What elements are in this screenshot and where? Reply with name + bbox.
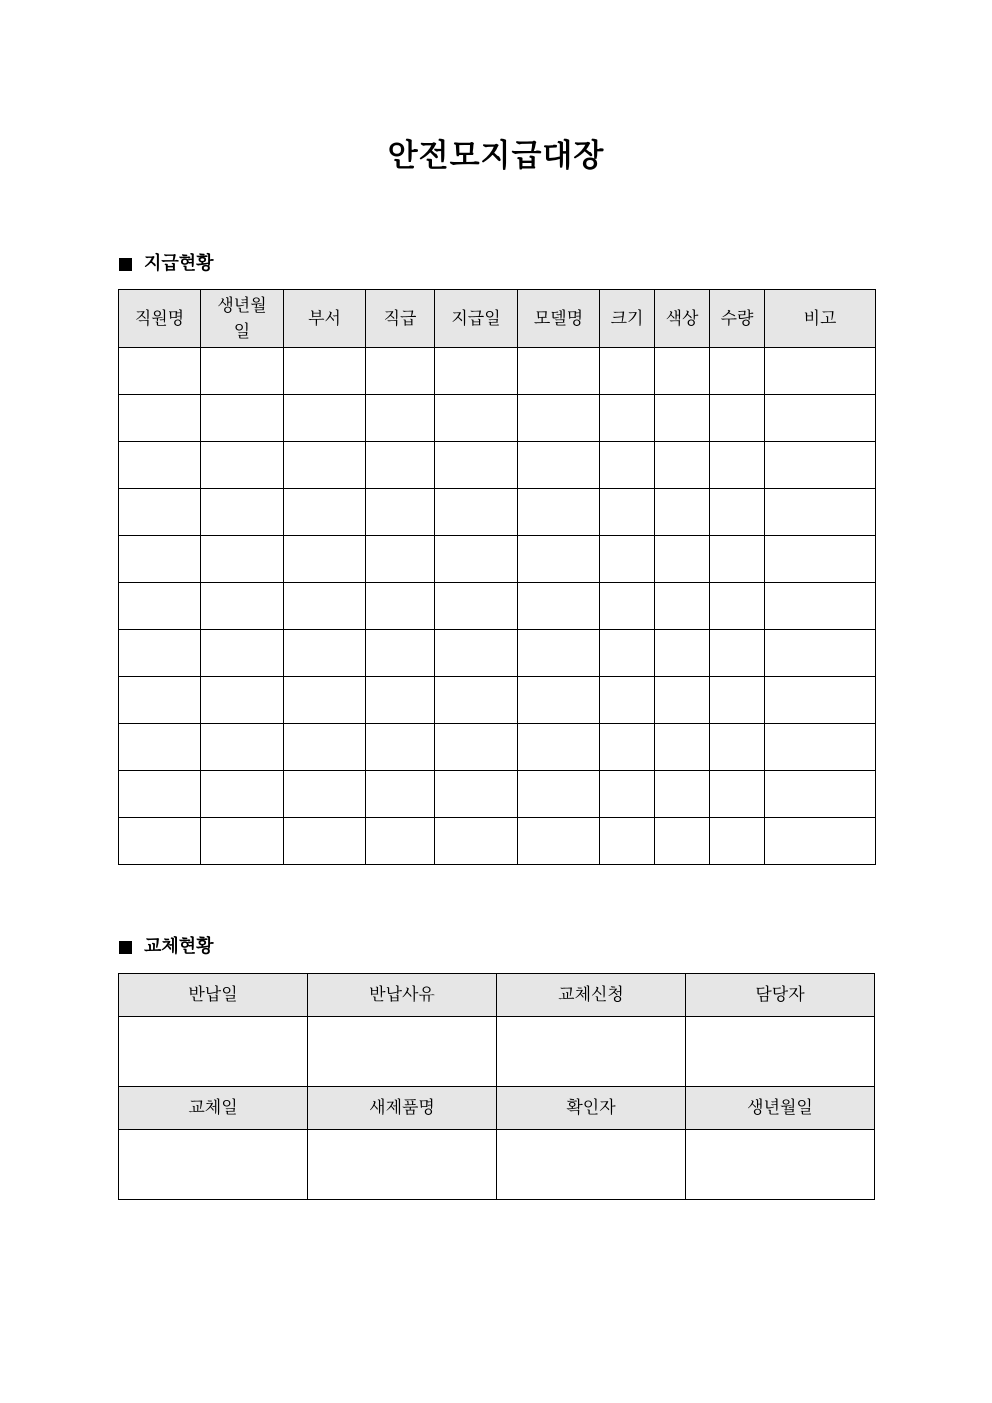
table-cell[interactable]	[518, 348, 600, 395]
table-cell[interactable]	[655, 583, 710, 630]
table-cell[interactable]	[284, 677, 366, 724]
table-row	[119, 395, 876, 442]
table-row	[119, 818, 876, 865]
table-cell[interactable]	[201, 771, 284, 818]
table-cell[interactable]	[201, 724, 284, 771]
entry-cell[interactable]	[686, 1130, 875, 1200]
table-cell[interactable]	[765, 724, 876, 771]
table-cell[interactable]	[710, 395, 765, 442]
table-cell[interactable]	[201, 395, 284, 442]
table-cell[interactable]	[518, 630, 600, 677]
table-cell[interactable]	[119, 677, 201, 724]
table-cell[interactable]	[600, 489, 655, 536]
table-cell[interactable]	[655, 536, 710, 583]
table-cell[interactable]	[518, 489, 600, 536]
table-cell[interactable]	[435, 395, 518, 442]
table-cell[interactable]	[284, 395, 366, 442]
table-cell[interactable]	[518, 677, 600, 724]
table-cell[interactable]	[710, 348, 765, 395]
table-cell[interactable]	[765, 677, 876, 724]
table-cell[interactable]	[600, 724, 655, 771]
entry-cell[interactable]	[686, 1017, 875, 1087]
table-cell[interactable]	[435, 442, 518, 489]
table-cell[interactable]	[119, 771, 201, 818]
square-bullet-icon	[119, 258, 132, 271]
issue-section-title: 지급현황	[144, 253, 214, 274]
table-cell[interactable]	[201, 677, 284, 724]
table-cell[interactable]	[366, 489, 435, 536]
table-cell[interactable]	[655, 818, 710, 865]
table-cell[interactable]	[710, 677, 765, 724]
table-cell[interactable]	[435, 630, 518, 677]
table-cell[interactable]	[710, 442, 765, 489]
table-cell[interactable]	[655, 348, 710, 395]
table-row	[119, 630, 876, 677]
table-cell[interactable]	[201, 348, 284, 395]
replacement-status-table	[118, 973, 875, 1200]
table-cell[interactable]	[655, 724, 710, 771]
table-cell[interactable]	[710, 583, 765, 630]
table-cell[interactable]	[655, 395, 710, 442]
table-row	[119, 583, 876, 630]
table-cell[interactable]	[284, 630, 366, 677]
table-cell[interactable]	[435, 348, 518, 395]
table-cell[interactable]	[435, 818, 518, 865]
table-cell[interactable]	[765, 489, 876, 536]
replace-header-row-2	[119, 1087, 875, 1130]
table-cell[interactable]	[655, 630, 710, 677]
column-header-color: 색상	[655, 290, 710, 348]
table-cell[interactable]	[119, 724, 201, 771]
table-cell[interactable]	[600, 348, 655, 395]
replace-section-title: 교체현황	[144, 936, 214, 957]
table-cell[interactable]	[518, 724, 600, 771]
table-cell[interactable]	[435, 489, 518, 536]
table-cell[interactable]	[119, 442, 201, 489]
table-cell[interactable]	[710, 818, 765, 865]
table-cell[interactable]	[435, 677, 518, 724]
table-cell[interactable]	[366, 395, 435, 442]
table-cell[interactable]	[518, 536, 600, 583]
header-replacement-date: 교체일	[119, 1087, 308, 1130]
table-cell[interactable]	[201, 583, 284, 630]
table-cell[interactable]	[710, 489, 765, 536]
table-cell[interactable]	[655, 489, 710, 536]
square-bullet-icon	[119, 941, 132, 954]
header-confirmer: 확인자	[497, 1087, 686, 1130]
table-cell[interactable]	[366, 583, 435, 630]
table-cell[interactable]	[765, 771, 876, 818]
document-title: 안전모지급대장	[387, 138, 605, 174]
table-cell[interactable]	[600, 677, 655, 724]
entry-cell[interactable]	[497, 1017, 686, 1087]
column-header-remarks: 비고	[765, 290, 876, 348]
header-return-reason: 반납사유	[308, 974, 497, 1017]
table-cell[interactable]	[435, 536, 518, 583]
table-cell[interactable]	[655, 771, 710, 818]
column-header-employee-name: 직원명	[119, 290, 201, 348]
table-cell[interactable]	[655, 442, 710, 489]
table-cell[interactable]	[710, 724, 765, 771]
table-cell[interactable]	[284, 442, 366, 489]
table-cell[interactable]	[518, 771, 600, 818]
table-cell[interactable]	[284, 348, 366, 395]
replace-entry-row-2	[119, 1130, 875, 1200]
table-cell[interactable]	[366, 630, 435, 677]
table-cell[interactable]	[366, 442, 435, 489]
table-cell[interactable]	[366, 536, 435, 583]
table-cell[interactable]	[201, 442, 284, 489]
header-new-product-name: 새제품명	[308, 1087, 497, 1130]
table-cell[interactable]	[600, 583, 655, 630]
table-cell[interactable]	[765, 818, 876, 865]
table-row	[119, 442, 876, 489]
header-replacement-request: 교체신청	[497, 974, 686, 1017]
entry-cell[interactable]	[119, 1130, 308, 1200]
table-cell[interactable]	[765, 583, 876, 630]
column-header-quantity: 수량	[710, 290, 765, 348]
table-cell[interactable]	[119, 583, 201, 630]
table-cell[interactable]	[119, 536, 201, 583]
issue-status-table	[118, 289, 876, 865]
table-cell[interactable]	[201, 489, 284, 536]
entry-cell[interactable]	[497, 1130, 686, 1200]
column-header-department: 부서	[284, 290, 366, 348]
table-cell[interactable]	[518, 442, 600, 489]
table-cell[interactable]	[765, 536, 876, 583]
table-cell[interactable]	[284, 536, 366, 583]
table-cell[interactable]	[119, 489, 201, 536]
issue-section-heading	[119, 252, 214, 276]
table-cell[interactable]	[201, 630, 284, 677]
entry-cell[interactable]	[308, 1130, 497, 1200]
column-header-issue-date: 지급일	[435, 290, 518, 348]
table-row	[119, 489, 876, 536]
table-cell[interactable]	[710, 771, 765, 818]
table-cell[interactable]	[366, 771, 435, 818]
table-cell[interactable]	[600, 536, 655, 583]
table-cell[interactable]	[655, 677, 710, 724]
table-cell[interactable]	[284, 489, 366, 536]
table-cell[interactable]	[710, 536, 765, 583]
issue-table-header-row	[119, 290, 876, 348]
entry-cell[interactable]	[308, 1017, 497, 1087]
table-cell[interactable]	[119, 630, 201, 677]
table-cell[interactable]	[119, 348, 201, 395]
table-cell[interactable]	[600, 442, 655, 489]
table-row	[119, 724, 876, 771]
table-row	[119, 536, 876, 583]
table-cell[interactable]	[284, 724, 366, 771]
table-cell[interactable]	[435, 583, 518, 630]
table-cell[interactable]	[366, 677, 435, 724]
table-cell[interactable]	[518, 395, 600, 442]
header-return-date: 반납일	[119, 974, 308, 1017]
table-cell[interactable]	[710, 630, 765, 677]
table-cell[interactable]	[765, 630, 876, 677]
table-row	[119, 677, 876, 724]
table-cell[interactable]	[518, 583, 600, 630]
table-cell[interactable]	[600, 395, 655, 442]
table-cell[interactable]	[600, 771, 655, 818]
replace-header-row-1	[119, 974, 875, 1017]
table-cell[interactable]	[284, 583, 366, 630]
table-row	[119, 348, 876, 395]
table-row	[119, 771, 876, 818]
table-cell[interactable]	[284, 818, 366, 865]
table-cell[interactable]	[765, 395, 876, 442]
column-header-size: 크기	[600, 290, 655, 348]
entry-cell[interactable]	[119, 1017, 308, 1087]
table-cell[interactable]	[765, 442, 876, 489]
table-cell[interactable]	[366, 818, 435, 865]
header-birth-date: 생년월일	[686, 1087, 875, 1130]
table-cell[interactable]	[435, 771, 518, 818]
header-person-in-charge: 담당자	[686, 974, 875, 1017]
table-cell[interactable]	[201, 536, 284, 583]
table-cell[interactable]	[518, 818, 600, 865]
table-cell[interactable]	[284, 771, 366, 818]
replace-entry-row-1	[119, 1017, 875, 1087]
replace-section-heading	[119, 935, 214, 959]
table-cell[interactable]	[201, 818, 284, 865]
column-header-position: 직급	[366, 290, 435, 348]
column-header-birth-date: 생년월 일	[201, 290, 284, 348]
table-cell[interactable]	[435, 724, 518, 771]
table-cell[interactable]	[119, 395, 201, 442]
table-cell[interactable]	[765, 348, 876, 395]
table-cell[interactable]	[366, 348, 435, 395]
table-cell[interactable]	[600, 818, 655, 865]
table-cell[interactable]	[366, 724, 435, 771]
column-header-model-name: 모델명	[518, 290, 600, 348]
table-cell[interactable]	[119, 818, 201, 865]
table-cell[interactable]	[600, 630, 655, 677]
